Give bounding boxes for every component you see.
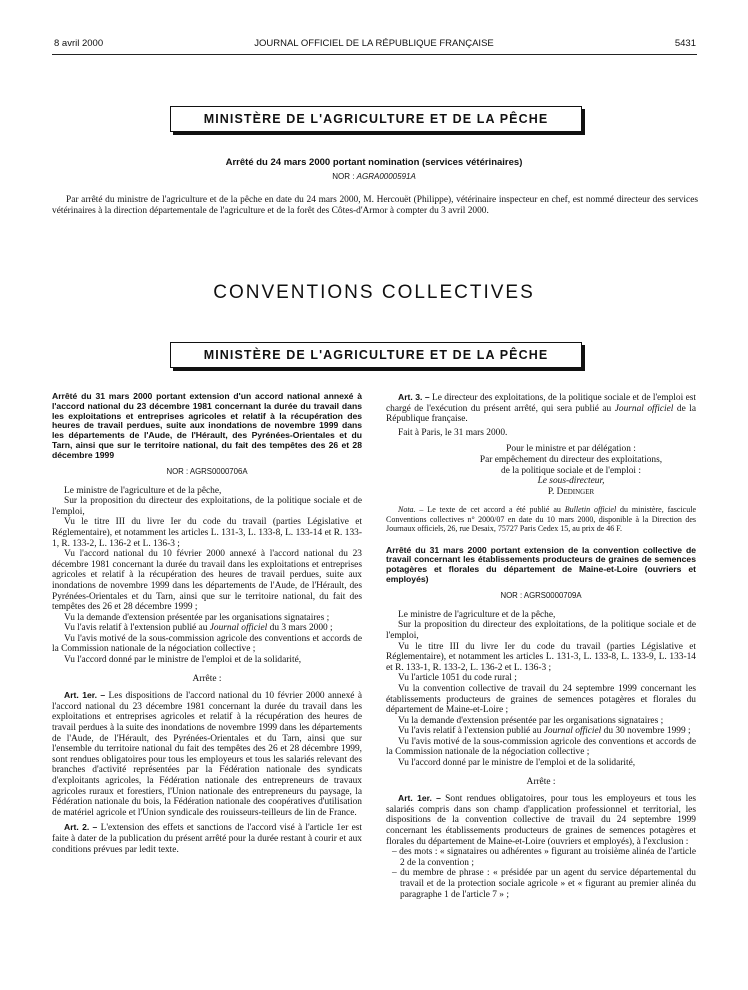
- right-signature-1: Pour le ministre et par délégation :: [506, 444, 636, 455]
- left-p6: Vu l'avis relatif à l'extension publié au Journal officiel du 3 mars 2000 ;: [64, 623, 333, 634]
- right-q8: Vu l'avis motivé de la sous-commission agricole des conventions et accords de la Commission nationale de la négociation collective ;: [386, 736, 696, 758]
- ministry-box-1: MINISTÈRE DE L'AGRICULTURE ET DE LA PÊCHE: [170, 106, 582, 132]
- left-arrete-nor: NOR : AGRS0000706A: [166, 466, 248, 476]
- header-rule: [52, 54, 697, 55]
- left-p7: Vu l'avis motivé de la sous-commission agricole des conventions et accords de la Commission nationale de la négociation collective ;: [52, 633, 362, 655]
- left-art2: Art. 2. – L'extension des effets et sanctions de l'accord visé à l'article 1er est faite à dater de la publication du présent arrêté pour la durée restant à courir et aux conditions prévues par ledit texte.: [52, 822, 362, 855]
- right-dash-1: – des mots : « signataires ou adhérentes » figurant au troisième alinéa de l'article 2 de la convention ;: [392, 847, 696, 868]
- arrete-1-nor: NOR : AGRA0000591A: [332, 172, 416, 181]
- header-page-number: 5431: [674, 38, 696, 49]
- arrete-1-text: Par arrêté du ministre de l'agriculture et de la pêche en date du 24 mars 2000, M. Hercouët (Philippe), vétérinaire inspecteur en chef, est nommé directeur des services vétérinaires à la direction départementale de l'agriculture et de la forêt des Côtes-d'Armor à compter du 3 avril 2000.: [52, 195, 698, 216]
- header-date: 8 avril 2000: [54, 38, 104, 49]
- right-arrete-word: Arrête :: [526, 776, 556, 787]
- ministry-box-2: MINISTÈRE DE L'AGRICULTURE ET DE LA PÊCHE: [170, 342, 582, 368]
- left-arrete-word: Arrête :: [192, 673, 222, 684]
- right-q5: Vu la convention collective de travail du 24 septembre 1999 concernant les établissements producteurs de graines de semences potagères et florales du département de Maine-et-Loire ;: [386, 683, 696, 716]
- right-column: [386, 392, 696, 900]
- left-p4: Vu l'accord national du 10 février 2000 annexé à l'accord national du 23 décembre 1981 concernant la durée du travail dans les exploitations et entreprises agricoles et relatif à la récupération des heures de travail perdues, suite aux inondations de novembre 1999 dans les départements de l'Aude, de l'Hérault, des Pyrénées-Orientales et du Tarn, ainsi que sur le territoire national, du fait des tempêtes des 26 et 28 décembre 1999 ;: [52, 549, 362, 613]
- left-p5: Vu la demande d'extension présentée par les organisations signataires ;: [64, 612, 330, 623]
- section-title: CONVENTIONS COLLECTIVES: [213, 282, 535, 303]
- right-dash-2: – du membre de phrase : « présidée par un agent du service départemental du travail et de la protection sociale agricole » et « figurant au premier alinéa du paragraphe 1 de l'article 7 » ;: [392, 868, 696, 900]
- right-fait: Fait à Paris, le 31 mars 2000.: [398, 427, 508, 438]
- arrete-1-title: Arrêté du 24 mars 2000 portant nomination (services vétérinaires): [225, 157, 523, 168]
- right-arrete-nor: NOR : AGRS0000709A: [500, 590, 582, 600]
- right-art1: Art. 1er. – Sont rendues obligatoires, pour tous les employeurs et tous les salariés compris dans son champ d'application professionnel et territorial, les dispositions de la convention collective de travail du 24 septembre 1999 concernant les établissements producteurs de graines de semences potagères et florales du département de Maine-et-Loire (ouvriers et employés), à l'exclusion :: [386, 793, 696, 847]
- left-p3: Vu le titre III du livre Ier du code du travail (parties Législative et Réglementaire), et notamment les articles L. 131-3, L. 133-8, L. 133-14 et R. 133-1, R. 133-2, L. 136-2 et L. 136-3 ;: [52, 517, 362, 549]
- left-p2: Sur la proposition du directeur des exploitations, de la politique sociale et de l'emploi,: [52, 496, 362, 517]
- right-signature-5: P. Dedinger: [547, 486, 595, 497]
- right-arrete-title: Arrêté du 31 mars 2000 portant extension de la convention collective de travail concernant les établissements producteurs de graines de semences potagères et florales du département de Maine-et-Loire (ouvriers et employés): [386, 544, 696, 584]
- right-signature-3: de la politique sociale et de l'emploi :: [501, 465, 641, 476]
- right-signature-4: Le sous-directeur,: [537, 476, 605, 487]
- left-arrete-title: Arrêté du 31 mars 2000 portant extension d'un accord national annexé à l'accord national du 23 décembre 1981 concernant la durée du travail dans les exploitations et entreprises agricoles et relatif à la récupération des heures de travail perdues, suite aux inondations de novembre 1999 dans les départements de l'Aude, de l'Hérault, des Pyrénées-Orientales et du Tarn, ainsi que sur le territoire national, du fait des tempêtes des 26 et 28 décembre 1999: [52, 391, 362, 460]
- right-q4: Vu l'article 1051 du code rural ;: [398, 673, 517, 684]
- right-q7: Vu l'avis relatif à l'extension publié au Journal officiel du 30 novembre 1999 ;: [398, 726, 691, 737]
- left-art1: Art. 1er. – Les dispositions de l'accord national du 10 février 2000 annexé à l'accord national du 23 décembre 1981 concernant la durée du travail dans les exploitations et entreprises agricoles et relatif à la récupération des heures de travail perdues à la suite des inondations de novembre 1999 dans les départements de l'Aude, de l'Hérault, des Pyrénées-Orientales et du Tarn, ainsi que sur l'ensemble du territoire national du fait des tempêtes des 26 et 28 décembre 1999, sont rendues obligatoires pour tous les employeurs et tous les salariés relevant des branches d'activité représentées par la Fédération nationale des syndicats d'exploitants agricoles, la Fédération nationale des entrepreneurs de travaux agricoles ruraux et forestiers, l'Union nationale des entrepreneurs du paysage, la Fédération nationale du bois, la Fédération nationale des coopératives d'utilisation de matériel agricole et l'Union syndicale des rouisseurs-teilleurs de lin de France.: [52, 690, 362, 818]
- left-p8: Vu l'accord donné par le ministre de l'emploi et de la solidarité,: [64, 655, 302, 666]
- left-p1: Le ministre de l'agriculture et de la pêche,: [64, 485, 222, 496]
- right-q1: Le ministre de l'agriculture et de la pêche,: [398, 609, 556, 620]
- right-nota: Nota. – Le texte de cet accord a été publié au Bulletin officiel du ministère, fascicule Conventions collectives n° 2000/07 en date du 10 mars 2000, disponible à la Direction des Journaux officiels, 26, rue Desaix, 75727 Paris Cedex 15, au prix de 46 F.: [386, 505, 696, 534]
- right-q6: Vu la demande d'extension présentée par les organisations signataires ;: [398, 715, 664, 726]
- left-column: [52, 392, 362, 855]
- right-q9: Vu l'accord donné par le ministre de l'emploi et de la solidarité,: [398, 758, 636, 769]
- running-header: [0, 38, 748, 52]
- header-journal-title: JOURNAL OFFICIEL DE LA RÉPUBLIQUE FRANÇAISE: [254, 38, 494, 49]
- right-q2: Sur la proposition du directeur des exploitations, de la politique sociale et de l'emploi,: [386, 620, 696, 641]
- right-art3: Art. 3. – Le directeur des exploitations, de la politique sociale et de l'emploi est chargé de l'exécution du présent arrêté, qui sera publié au Journal officiel de la République française.: [386, 392, 696, 425]
- right-signature-2: Par empêchement du directeur des exploitations,: [479, 454, 663, 465]
- right-q3: Vu le titre III du livre Ier du code du travail (parties Législative et Réglementaire), et notamment les articles L. 131-3, L. 133-8, L. 133-9, L. 133-14 et R. 133-1, R. 133-2, L. 136-2 et L. 136-3 ;: [386, 641, 696, 673]
